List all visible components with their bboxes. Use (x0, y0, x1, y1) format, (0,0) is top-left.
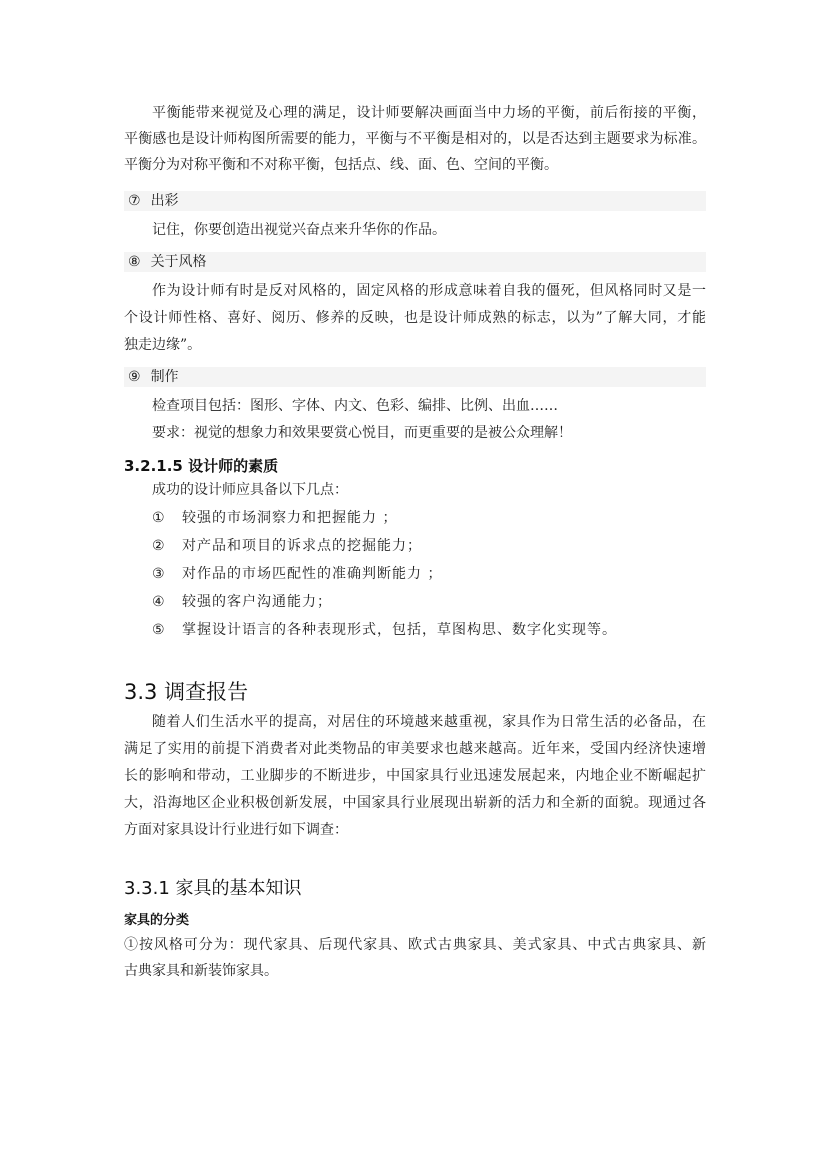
list-text: 对作品的市场匹配性的准确判断能力 ； (182, 566, 443, 582)
list-number: ④ (152, 594, 166, 610)
list-item (152, 508, 397, 528)
section-heading-3-2-1-5: 3.2.1.5 设计师的素质 (124, 457, 279, 475)
paragraph-line: 检查项目包括：图形、字体、内文、色彩、编排、比例、出血…… (152, 398, 558, 414)
list-text: 掌握设计语言的各种表现形式，包括，草图构思、数字化实现等。 (182, 622, 617, 638)
paragraph-line: 独走边缘”。 (124, 337, 202, 353)
list-item (152, 592, 332, 612)
item-title: 制作 (150, 369, 179, 385)
paragraph-line: 满足了实用的前提下消费者对此类物品的审美要求也越来越高。近年来，受国内经济快速增 (124, 741, 706, 757)
section-heading-3-3: 3.3 调查报告 (124, 680, 249, 704)
paragraph-line: 方面对家具设计行业进行如下调查： (124, 822, 348, 838)
paragraph-line: 个设计师性格、喜好、阅历、修养的反映，也是设计师成熟的标志，以为”了解大同，才能 (124, 310, 706, 326)
paragraph-line: 随着人们生活水平的提高，对居住的环境越来越重视，家具作为日常生活的必备品，在 (152, 714, 706, 730)
paragraph-line: ①按风格可分为：现代家具、后现代家具、欧式古典家具、美式家具、中式古典家具、新 (124, 937, 706, 953)
paragraph-line: 平衡分为对称平衡和不对称平衡，包括点、线、面、色、空间的平衡。 (124, 157, 558, 173)
item-heading-9 (124, 367, 706, 387)
item-number: ⑨ (128, 369, 141, 385)
paragraph-line: 平衡能带来视觉及心理的满足，设计师要解决画面当中力场的平衡，前后衔接的平衡， (152, 105, 706, 121)
paragraph-line: 记住，你要创造出视觉兴奋点来升华你的作品。 (152, 222, 446, 238)
paragraph-line: 长的影响和带动，工业脚步的不断进步，中国家具行业迅速发展起来，内地企业不断崛起扩 (124, 768, 706, 784)
paragraph-line: 大，沿海地区企业积极创新发展，中国家具行业展现出崭新的活力和全新的面貌。现通过各 (124, 795, 706, 811)
list-text: 较强的客户沟通能力； (182, 594, 332, 610)
list-number: ⑤ (152, 622, 166, 638)
list-item (152, 536, 422, 556)
item-heading-8 (124, 252, 706, 272)
list-number: ① (152, 510, 166, 526)
list-text: 较强的市场洞察力和把握能力 ； (182, 510, 398, 526)
subheading: 家具的分类 (124, 913, 190, 928)
list-item (152, 620, 617, 640)
list-text: 对产品和项目的诉求点的挖掘能力； (182, 538, 422, 554)
paragraph-line: 平衡感也是设计师构图所需要的能力，平衡与不平衡是相对的，以是否达到主题要求为标准。 (124, 131, 706, 147)
section-heading-3-3-1: 3.3.1 家具的基本知识 (124, 878, 302, 899)
item-heading-7 (124, 191, 706, 211)
paragraph-line: 成功的设计师应具备以下几点： (152, 482, 348, 498)
list-number: ② (152, 538, 166, 554)
paragraph-line: 要求：视觉的想象力和效果要赏心悦目，而更重要的是被公众理解！ (152, 425, 572, 441)
item-number: ⑦ (128, 193, 141, 209)
paragraph-line: 作为设计师有时是反对风格的，固定风格的形成意味着自我的僵死，但风格同时又是一 (152, 283, 706, 299)
item-title: 关于风格 (150, 254, 207, 270)
paragraph-line: 古典家具和新装饰家具。 (124, 963, 278, 979)
list-number: ③ (152, 566, 166, 582)
item-title: 出彩 (150, 193, 179, 209)
list-item (152, 564, 442, 584)
item-number: ⑧ (128, 254, 141, 270)
